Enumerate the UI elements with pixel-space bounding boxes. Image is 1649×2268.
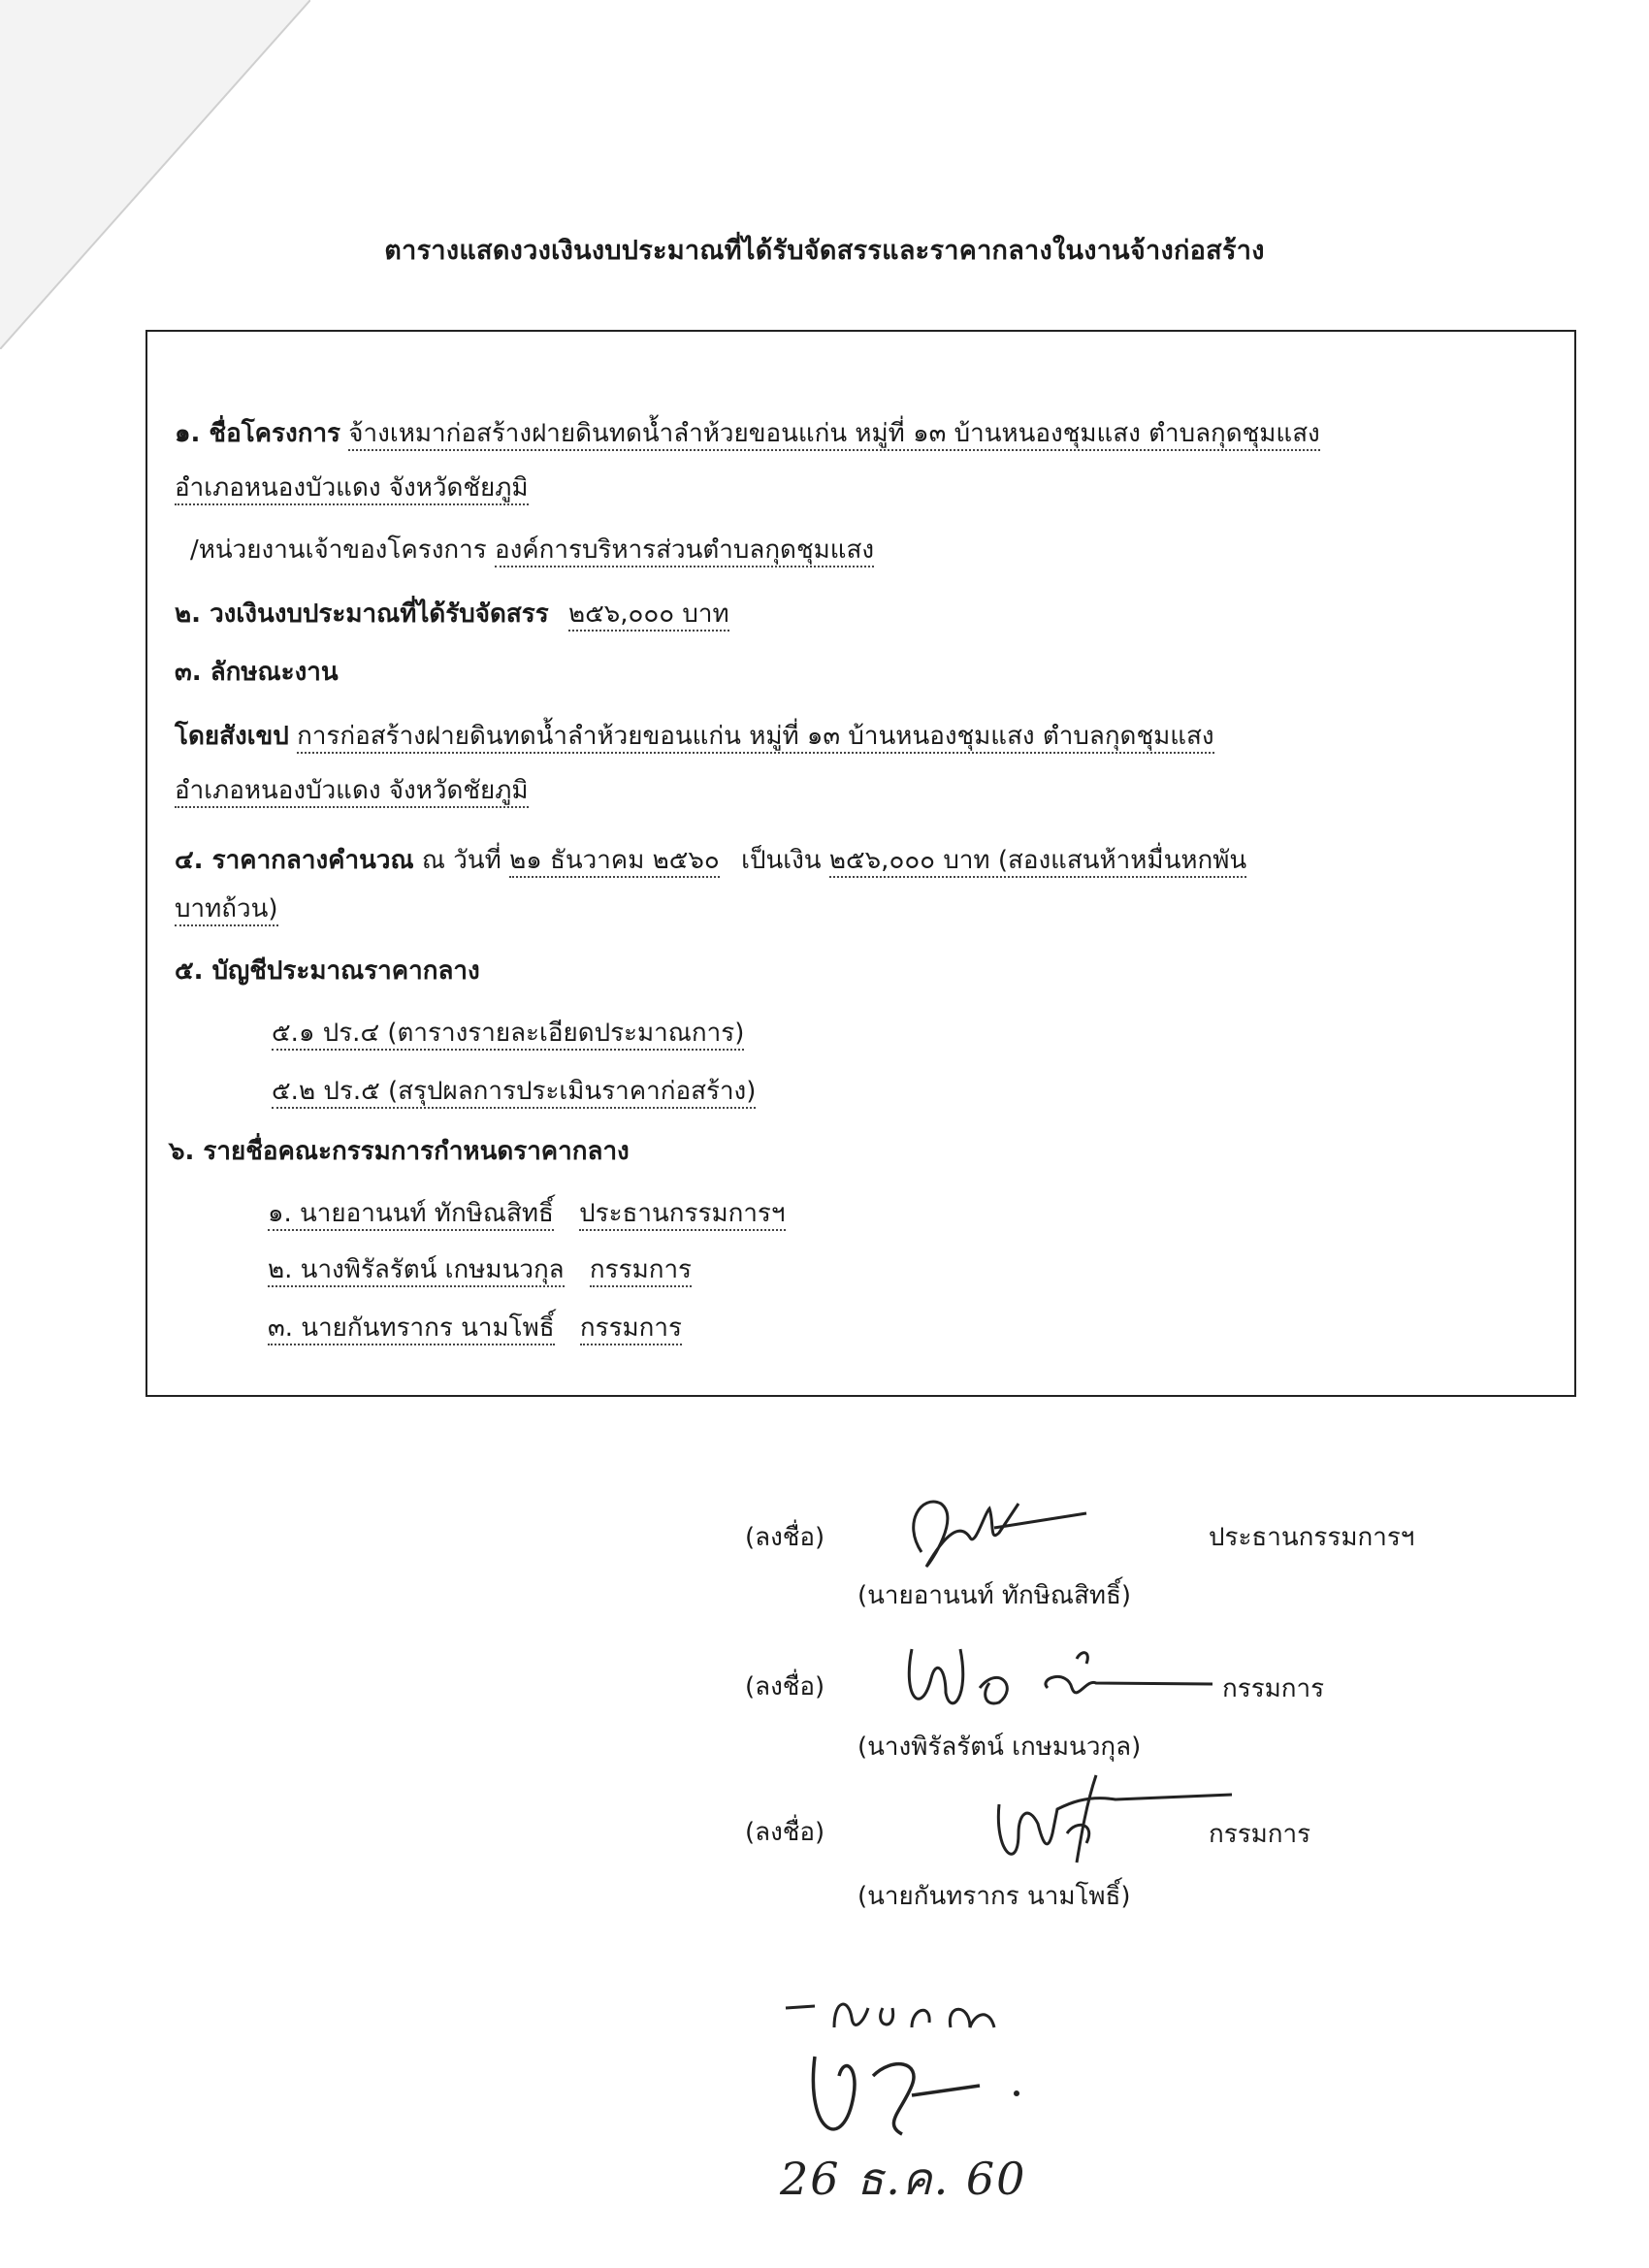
committee-member-name: ๓. นายกันทรากร นามโพธิ์ (268, 1313, 555, 1345)
approver-initials (786, 2018, 1038, 2154)
project-row-cont (175, 473, 529, 503)
price-on: ณ วันที่ (421, 846, 501, 875)
signature-role-2: กรรมการ (1222, 1674, 1325, 1703)
project-name-line1: จ้างเหมาก่อสร้างฝายดินทดน้ำลำห้วยขอนแก่น หมู่ที่ ๑๓ บ้านหนองชุมแสง ตำบลกุดชุมแสง (348, 419, 1319, 451)
committee-member-2 (268, 1255, 692, 1285)
budget-value: ๒๕๖,๐๐๐ บาท (568, 599, 729, 632)
account-item-2 (272, 1077, 756, 1107)
signature-image-3 (980, 1736, 1271, 1882)
signature-name-3: (นายกันทรากร นามโพธิ์) (857, 1882, 1131, 1911)
committee-member-name: ๒. นางพิรัลรัตน์ เกษมนวกุล (268, 1255, 565, 1287)
signature-label-2: (ลงชื่อ) (745, 1672, 825, 1701)
summary-line1: การก่อสร้างฝายดินทดน้ำลำห้วยขอนแก่น หมู่ที่ ๑๓ บ้านหนองชุมแสง ตำบลกุดชุมแสง (297, 722, 1213, 754)
project-label: ๑. ชื่อโครงการ (175, 419, 341, 448)
price-label: ๔. ราคากลางคำนวณ (175, 846, 414, 875)
signature-label-1: (ลงชื่อ) (745, 1523, 825, 1552)
signature-name-2: (นางพิรัลรัตน์ เกษมนวกุล) (857, 1733, 1142, 1762)
account-item-1-text: ๕.๑ ปร.๔ (ตารางรายละเอียดประมาณการ) (272, 1019, 744, 1051)
document-title: ตารางแสดงวงเงินงบประมาณที่ได้รับจัดสรรและราคากลางในงานจ้างก่อสร้าง (384, 236, 1265, 266)
signature-label-3: (ลงชื่อ) (745, 1818, 825, 1847)
committee-member-role: กรรมการ (590, 1255, 692, 1287)
project-row (175, 419, 1320, 449)
summary-label: โดยสังเขป (175, 722, 289, 751)
account-item-2-text: ๕.๒ ปร.๕ (สรุปผลการประเมินราคาก่อสร้าง) (272, 1077, 756, 1109)
work-label: ๓. ลักษณะงาน (175, 658, 339, 687)
committee-member-role: ประธานกรรมการฯ (579, 1199, 785, 1231)
summary-row-cont (175, 776, 529, 806)
project-name-line2: อำเภอหนองบัวแดง จังหวัดชัยภูมิ (175, 473, 529, 505)
price-amount-label: เป็นเงิน (741, 846, 822, 875)
price-row (175, 846, 1246, 876)
budget-row (175, 599, 729, 630)
folded-corner-shadow (0, 0, 310, 349)
price-row-cont (175, 894, 278, 924)
price-amount-cont: บาทถ้วน) (175, 894, 278, 926)
committee-member-name: ๑. นายอานนท์ ทักษิณสิทธิ์ (268, 1199, 554, 1231)
signature-image-1 (892, 1484, 1106, 1581)
signature-name-1: (นายอานนท์ ทักษิณสิทธิ์) (857, 1581, 1132, 1610)
owner-label: /หน่วยงานเจ้าของโครงการ (190, 535, 487, 565)
committee-member-1 (268, 1199, 786, 1229)
budget-label: ๒. วงเงินงบประมาณที่ได้รับจัดสรร (175, 599, 549, 629)
signature-role-3: กรรมการ (1209, 1820, 1311, 1849)
committee-member-role: กรรมการ (580, 1313, 682, 1345)
signature-role-1: ประธานกรรมการฯ (1209, 1523, 1415, 1552)
summary-line2: อำเภอหนองบัวแดง จังหวัดชัยภูมิ (175, 776, 529, 808)
signature-image-2 (892, 1610, 1222, 1727)
account-item-1 (272, 1019, 744, 1049)
committee-member-3 (268, 1313, 682, 1344)
price-amount: ๒๕๖,๐๐๐ บาท (สองแสนห้าหมื่นหกพัน (829, 846, 1246, 878)
committee-label: ๖. รายชื่อคณะกรรมการกำหนดราคากลาง (169, 1137, 630, 1166)
price-date: ๒๑ ธันวาคม ๒๕๖๐ (509, 846, 720, 878)
owner-value: องค์การบริหารส่วนตำบลกุดชุมแสง (495, 535, 874, 567)
summary-row (175, 722, 1214, 752)
account-label: ๕. บัญชีประมาณราคากลาง (175, 956, 480, 986)
handwritten-date: 26 ธ.ค. 60 (780, 2153, 1027, 2205)
owner-row (190, 535, 874, 566)
